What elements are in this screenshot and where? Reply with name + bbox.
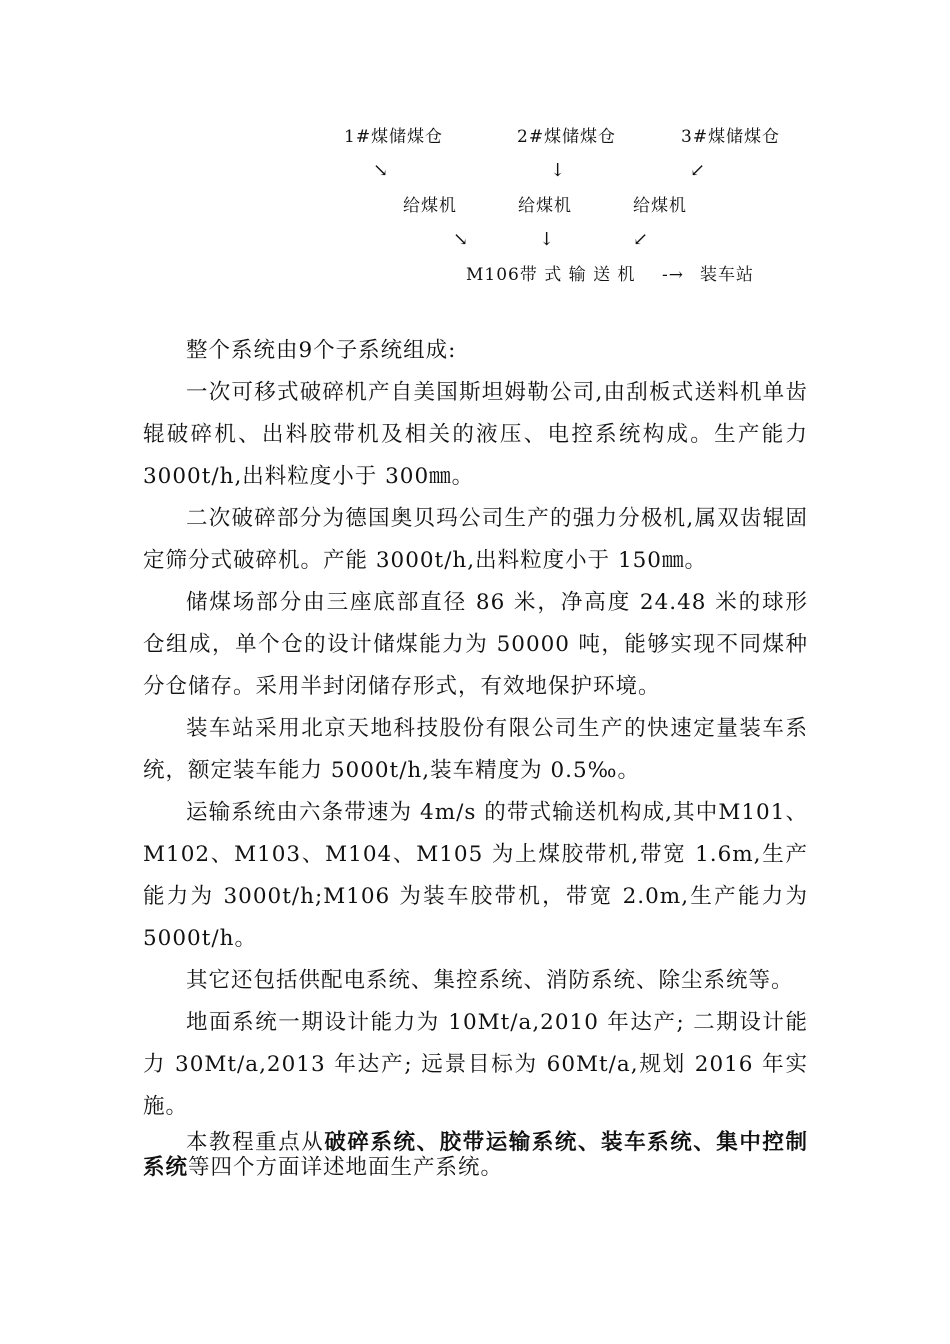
focus-text-lead: 本教程重点从: [186, 1130, 325, 1155]
bin-1: 1#煤储煤仓: [344, 127, 444, 147]
paragraph-primary-crusher: 一次可移式破碎机产自美国斯坦姆勒公司,由刮板式送料机单齿辊破碎机、出料胶带机及相关的液压、电控系统构成。生产能力 3000t/h,出料粒度小于 300㎜。: [143, 380, 808, 489]
paragraph-loading-station: 装车站采用北京天地科技股份有限公司生产的快速定量装车系统，额定装车能力 5000t/h,装车精度为 0.5‰。: [143, 716, 808, 783]
focus-text-tail: 等四个方面详述地面生产系统。: [188, 1155, 504, 1180]
focus-text-bold: 破碎系统、胶带运输系统、装车系统、集中控制系统: [143, 1130, 808, 1180]
bin-2: 2#煤储煤仓: [517, 127, 617, 147]
loading-station: 装车站: [700, 265, 754, 285]
feeder-2: 给煤机: [518, 196, 572, 216]
feeder-1: 给煤机: [403, 196, 457, 216]
paragraph-capacity-plan: 地面系统一期设计能力为 10Mt/a,2010 年达产; 二期设计能力 30Mt/a,2013 年达产; 远景目标为 60Mt/a,规划 2016 年实施。: [143, 1010, 808, 1119]
document-body: [143, 330, 808, 1180]
bin-3: 3#煤储煤仓: [681, 127, 781, 147]
flow-arrow-icon: -→: [662, 265, 684, 285]
arrow-sw-icon: ↙: [633, 229, 649, 250]
arrow-sw-icon: ↙: [690, 160, 706, 181]
arrow-se-icon: ↘: [373, 160, 389, 181]
arrow-down-icon: ↓: [539, 229, 555, 250]
flowchart: [0, 0, 950, 300]
paragraph-intro: 整个系统由9个子系统组成:: [186, 338, 457, 363]
conveyor-m106: M106带 式 输 送 机: [466, 265, 636, 285]
arrow-se-icon: ↘: [453, 229, 469, 250]
paragraph-transport-system: 运输系统由六条带速为 4m/s 的带式输送机构成,其中M101、M102、M103、M104、M105 为上煤胶带机,带宽 1.6m,生产能力为 3000t/h;M106 为装车胶带机，带宽 2.0m,生产能力为 5000t/h。: [143, 800, 808, 951]
paragraph-secondary-crusher: 二次破碎部分为德国奥贝玛公司生产的强力分极机,属双齿辊固定筛分式破碎机。产能 3000t/h,出料粒度小于 150㎜。: [143, 506, 808, 573]
arrow-down-icon: ↓: [550, 160, 566, 181]
paragraph-coal-storage: 储煤场部分由三座底部直径 86 米，净高度 24.48 米的球形仓组成，单个仓的设计储煤能力为 50000 吨，能够实现不同煤种分仓储存。采用半封闭储存形式，有效地保护环境。: [143, 590, 808, 699]
feeder-3: 给煤机: [633, 196, 687, 216]
paragraph-tutorial-focus: [143, 1130, 808, 1180]
paragraph-other-systems: 其它还包括供配电系统、集控系统、消防系统、除尘系统等。: [186, 968, 794, 993]
